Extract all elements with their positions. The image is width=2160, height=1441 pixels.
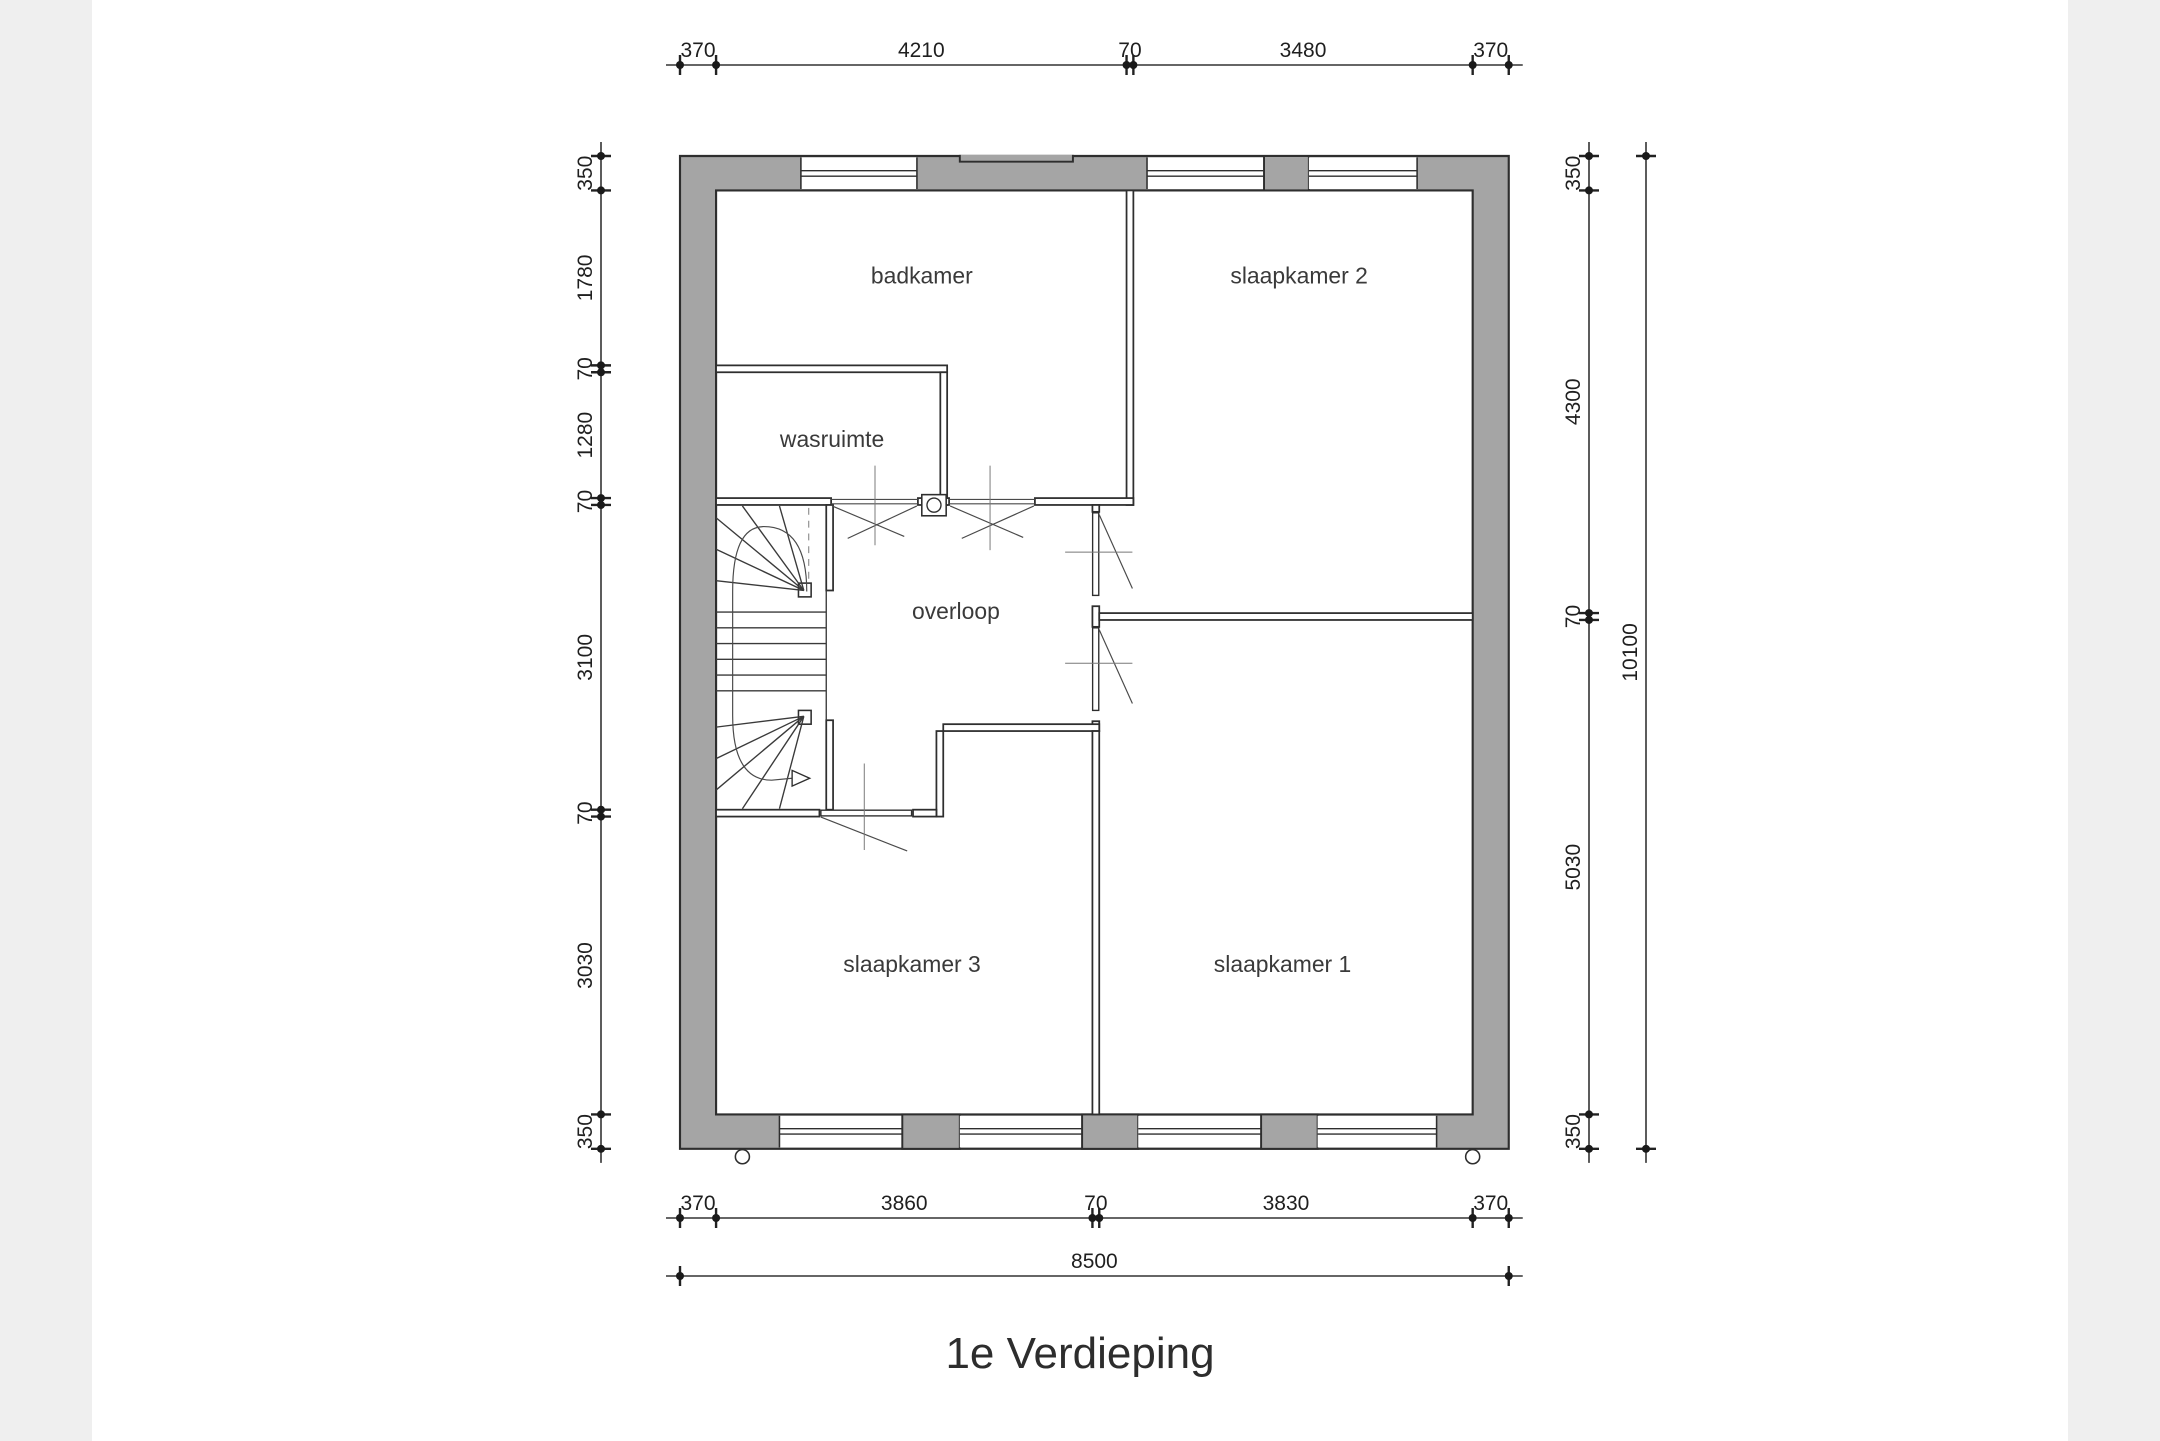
page-margin-left [0,0,92,1441]
slaapkamer1-window-a [1138,1116,1261,1148]
dim-tick-dot [1095,1214,1103,1222]
top-wall-notch [960,155,1073,162]
dim-tick-dot [1469,61,1477,69]
badkamer-door [949,499,1035,538]
dim-tick-dot [1505,1214,1513,1222]
dim-tick-dot [1123,61,1131,69]
wall-overloop-east-stub-mid [1092,606,1099,627]
slaapkamer3-window-a [779,1116,902,1148]
wall-stair-stringer-top [826,505,833,591]
dim-tick-dot [597,368,605,376]
plan-group [680,155,1509,1164]
doors [821,466,1133,851]
slaapkamer3-window-b [960,1116,1082,1148]
dim-tick-dot [597,186,605,194]
dim-tick-dot [1585,609,1593,617]
dim-label-top-4: 370 [1473,39,1509,62]
dim-label-left-4: 70 [574,489,597,514]
wall-badkamer-south-east [1035,498,1133,505]
dim-tick-dot [676,61,684,69]
slaapkamer1-door [1093,628,1133,711]
wall-overloop-east-stub-top [1092,505,1099,512]
room-label-wasruimte: wasruimte [779,426,885,453]
dim-tick-dot [712,61,720,69]
dim-tick-dot [1642,1145,1650,1153]
dim-tick-dot [1585,1145,1593,1153]
drain-pipe-left [735,1150,749,1164]
dim-tick-dot [597,152,605,160]
drawing-title: 1e Verdieping [945,1329,1215,1378]
wall-stair-north-west [716,498,831,505]
slaapkamer2-window-b [1309,157,1417,189]
wall-wasruimte-east [940,372,947,505]
top-wall-mullion [1264,156,1309,190]
dim-label-right_total-0: 10100 [1619,623,1642,682]
slaapkamer3-door [821,810,912,851]
dim-label-bottom_total-0: 8500 [1071,1250,1118,1273]
room-label-badkamer: badkamer [870,262,973,289]
slaapkamer2-door [1093,513,1133,596]
dim-tick-dot [676,1272,684,1280]
dim-tick-dot [1505,1272,1513,1280]
wall-slaapkamer3-north-stub [913,810,936,817]
dim-label-top-2: 70 [1118,39,1142,62]
dim-label-right-2: 70 [1562,604,1585,629]
slaapkamer2-window-a [1147,157,1264,189]
dim-label-bottom-0: 370 [680,1192,716,1215]
dim-tick-dot [597,806,605,814]
badkamer-window [801,157,917,189]
dim-tick-dot [1469,1214,1477,1222]
slaapkamer1-window-b [1318,1116,1437,1148]
wall-overloop-slaapkamer3-upper [943,724,1099,731]
dim-tick-dot [1505,61,1513,69]
dim-label-left-6: 70 [574,801,597,825]
dim-label-top-1: 4210 [897,39,945,62]
dim-label-bottom-4: 370 [1473,1192,1509,1215]
dim-label-right-4: 350 [1562,1114,1585,1150]
dim-label-right-1: 4300 [1562,378,1585,426]
dim-label-left-7: 3030 [574,942,597,989]
dim-label-right-3: 5030 [1562,843,1585,891]
dim-label-left-5: 3100 [574,633,597,681]
dim-tick-dot [1585,1110,1593,1118]
dim-tick-dot [597,1145,605,1153]
bottom-wall-pier-3 [1261,1114,1318,1148]
dim-tick-dot [1585,152,1593,160]
dim-label-top-0: 370 [680,39,716,62]
wall-slaapkamer3-north-west [716,810,819,817]
dim-label-left-8: 350 [574,1114,597,1150]
bottom-wall-pier-2 [1082,1114,1138,1148]
staircase [716,506,826,809]
dim-label-bottom-1: 3860 [880,1192,928,1215]
wall-slaapkamer2-slaapkamer1 [1099,613,1472,620]
dim-label-bottom-3: 3830 [1262,1192,1310,1215]
dim-tick-dot [1642,152,1650,160]
dim-tick-dot [1088,1214,1096,1222]
dim-tick-dot [597,361,605,369]
dim-tick-dot [1129,61,1137,69]
dim-label-left-0: 350 [574,155,597,191]
dim-tick-dot [597,813,605,821]
dim-label-left-3: 1280 [574,411,597,459]
drain-pipe-right [1466,1150,1480,1164]
dim-tick-dot [597,494,605,502]
duct-fixture [922,495,946,516]
page-margin-right [2068,0,2160,1441]
room-label-overloop: overloop [911,598,1000,625]
room-label-slaapkamer-3: slaapkamer 3 [843,951,981,978]
bottom-wall-windows [779,1114,1436,1148]
dim-tick-dot [1585,186,1593,194]
stair-walk-line [733,527,807,781]
dim-label-top-3: 3480 [1279,39,1327,62]
dim-label-right-0: 350 [1562,155,1585,191]
dim-tick-dot [597,1110,605,1118]
dim-tick-dot [712,1214,720,1222]
dim-tick-dot [597,501,605,509]
dim-label-left-2: 70 [574,357,597,381]
dim-tick-dot [676,1214,684,1222]
dim-tick-dot [1585,616,1593,624]
stair-direction-arrow [792,770,810,786]
dim-label-left-1: 1780 [574,254,597,302]
room-label-slaapkamer-1: slaapkamer 1 [1213,951,1352,978]
dim-label-bottom-2: 70 [1084,1192,1108,1215]
wall-jog [936,731,943,817]
wall-stair-stringer-bottom [826,720,833,809]
wall-badkamer-wasruimte [716,365,947,372]
room-label-slaapkamer-2: slaapkamer 2 [1230,262,1368,289]
bottom-wall-pier-1 [902,1114,960,1148]
wall-slaapkamer3-slaapkamer1 [1092,731,1099,1114]
wall-badkamer-slaapkamer2 [1127,190,1134,505]
